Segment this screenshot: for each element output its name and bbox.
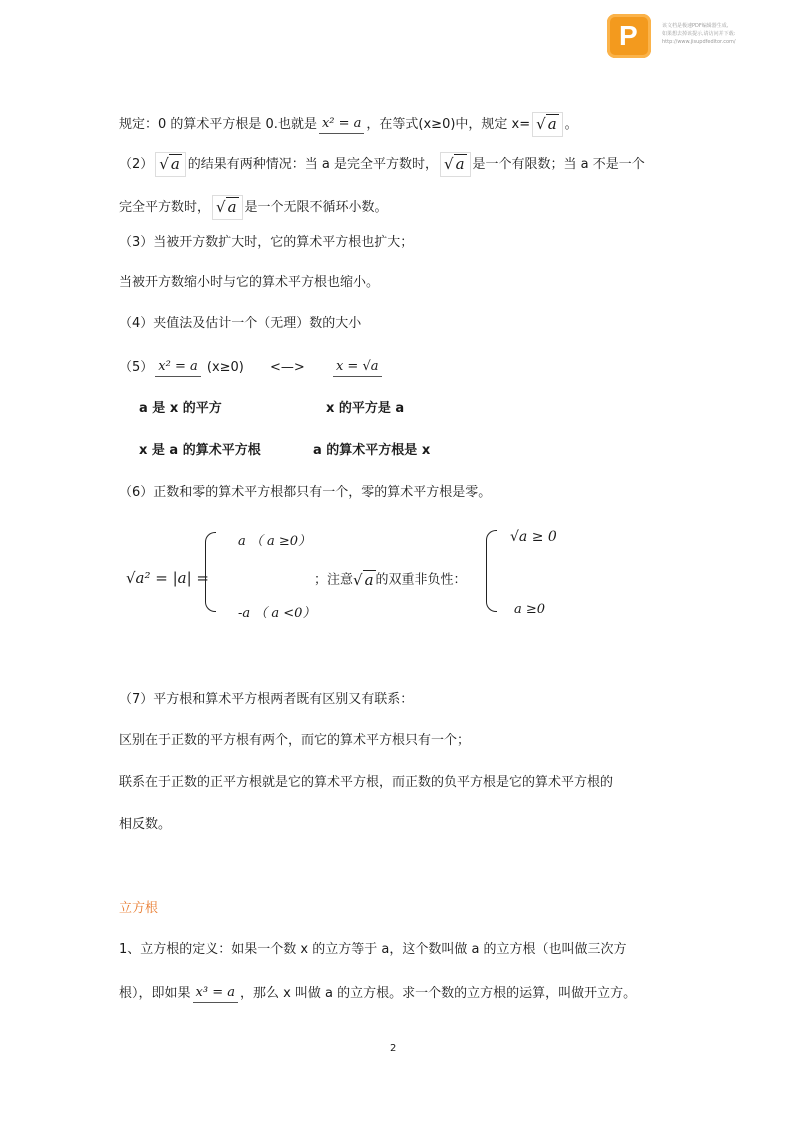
formula-sqrt-a: √ a [440, 152, 471, 177]
item-4: （4）夹值法及估计一个（无理）数的大小 [119, 316, 362, 331]
definition-row1-left: a 是 x 的平方 [139, 401, 222, 416]
formula-sqrt-a: √ a [212, 195, 243, 220]
item-7: （7）平方根和算术平方根两者既有区别又有联系： [119, 692, 414, 707]
item-2-line2: 完全平方数时， √ a 是一个无限不循环小数。 [119, 195, 388, 220]
rule-zero: 规定：0 的算术平方根是 0.也就是 x² = a ，在等式(x≥0)中，规定 x= √ a 。 [119, 112, 578, 137]
item-6: （6）正数和零的算术平方根都只有一个，零的算术平方根是零。 [119, 485, 492, 500]
formula-sqrt-a-geq-0: √a ≥ 0 [510, 529, 557, 545]
relation-text-line2: 相反数。 [119, 817, 172, 832]
nonnegativity-note: ；注意√ a 的双重非负性： [314, 571, 467, 589]
formula-x2-eq-a: x² = a [319, 115, 364, 134]
formula-x3-eq-a: x³ = a [193, 984, 238, 1003]
formula-x2-eq-a: x² = a [155, 358, 200, 377]
formula-sqrt-a: √ a [353, 571, 374, 589]
relation-text-line1: 联系在于正数的正平方根就是它的算术平方根，而正数的负平方根是它的算术平方根的 [119, 775, 614, 790]
definition-row2-right: a 的算术平方根是 x [313, 443, 431, 458]
item-2-line1: （2） √ a 的结果有两种情况：当 a 是完全平方数时， √ a 是一个有限数；当 a 不是一个 [119, 152, 645, 177]
formula-case-nonneg: a （ a ≥0） [238, 534, 312, 549]
right-brace [486, 530, 497, 612]
page-number: 2 [390, 1043, 397, 1054]
formula-case-neg: -a （ a <0） [238, 606, 316, 621]
section-heading-cube-root: 立方根 [119, 901, 159, 916]
pdf-editor-logo: P [607, 14, 651, 58]
item-3-line2: 当被开方数缩小时与它的算术平方根也缩小。 [119, 275, 380, 290]
left-brace [205, 532, 216, 612]
formula-x-eq-sqrt-a: x = √a [333, 358, 382, 377]
cube-root-definition-line1: 1、立方根的定义：如果一个数 x 的立方等于 a，这个数叫做 a 的立方根（也叫做三次方 [119, 942, 627, 957]
formula-a-geq-0: a ≥0 [514, 602, 546, 617]
definition-row1-right: x 的平方是 a [326, 401, 405, 416]
formula-sqrt-a2-lhs: √a² = |a| = [126, 569, 210, 587]
cube-root-definition-line2: 根），即如果 x³ = a ，那么 x 叫做 a 的立方根。求一个数的立方根的运算，叫做开立方。 [119, 985, 637, 1001]
item-3-line1: （3）当被开方数扩大时，它的算术平方根也扩大； [119, 235, 414, 250]
definition-row2-left: x 是 a 的算术平方根 [139, 443, 261, 458]
formula-sqrt-a: √ a [155, 152, 186, 177]
difference-text: 区别在于正数的平方根有两个，而它的算术平方根只有一个； [119, 733, 471, 748]
item-5: （5） x² = a (x≥0) <—> x = √a [119, 358, 384, 378]
watermark-text: 该文档是极速PDF编辑器生成, 如果想去掉该提示,请访问并下载: http://www.jisupdfeditor.com/ [662, 23, 736, 45]
formula-sqrt-a: √ a [532, 112, 563, 137]
